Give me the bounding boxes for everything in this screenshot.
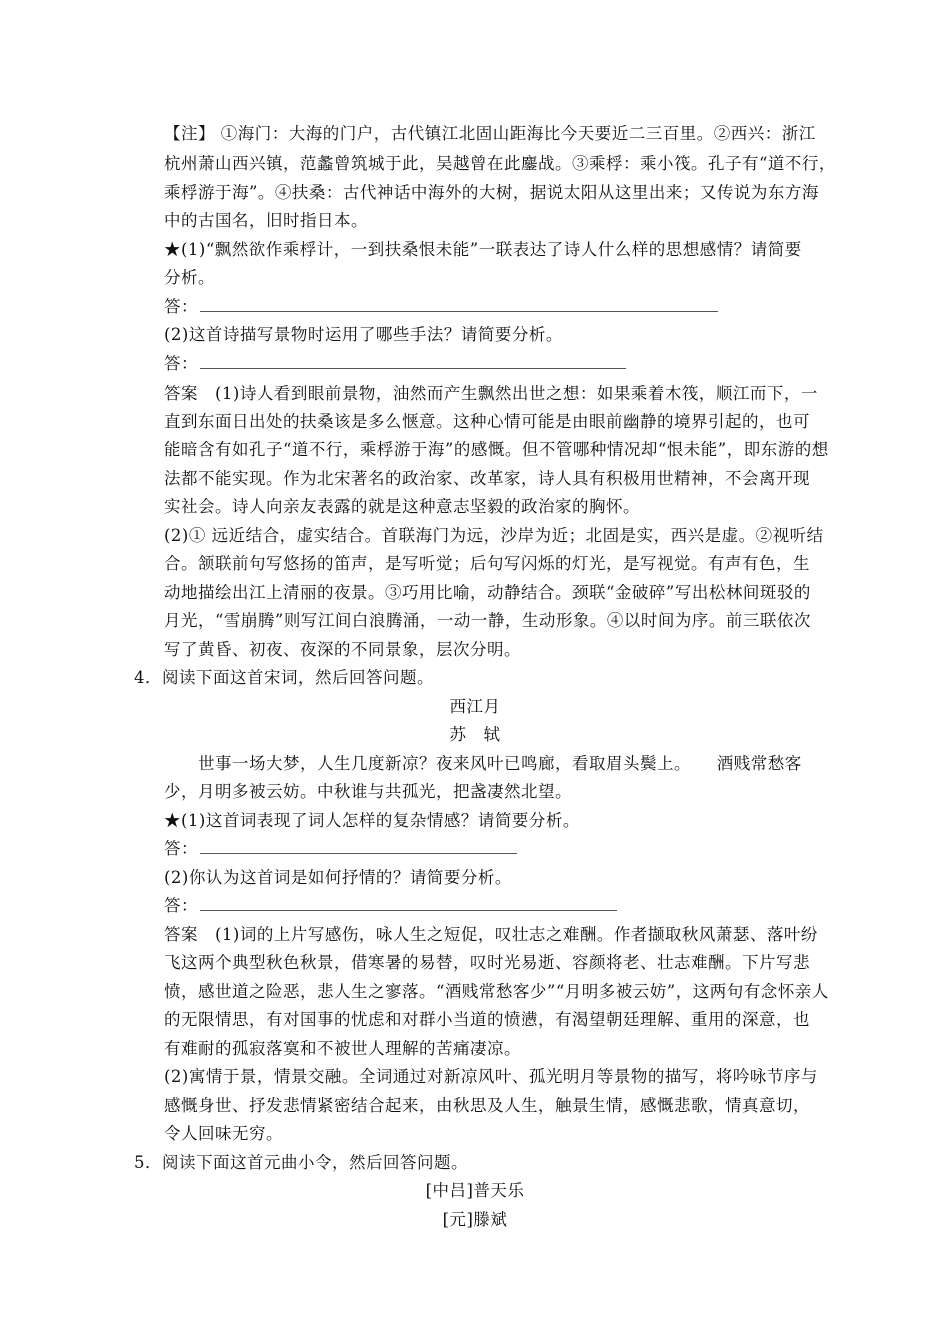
poem-line: 少，月明多被云妨。中秋谁与共孤光，把盏凄然北望。: [164, 782, 572, 801]
answer-text: 写了黄昏、初夜、夜深的不同景象，层次分明。: [164, 640, 521, 659]
poem-title: 西江月: [449, 697, 501, 716]
answer-text: 答案 (1)词的上片写感伤，咏人生之短促，叹壮志之难酬。作者撷取秋风萧瑟、落叶纷: [164, 925, 818, 944]
answer-blank-line[interactable]: [200, 910, 617, 911]
answer-label: 答：: [164, 354, 198, 373]
answer-text: 感慨身世、抒发悲情紧密结合起来，由秋思及人生，触景生情，感慨悲歌，情真意切，: [164, 1096, 810, 1115]
answer-blank-line[interactable]: [200, 311, 718, 312]
answer-text: 愤，感世道之险恶，悲人生之寥落。“酒贱常愁客少”“月明多被云妨”，这两句有念怀亲人: [164, 982, 829, 1001]
question-prompt: 4．阅读下面这首宋词，然后回答问题。: [134, 668, 434, 687]
question-text: (2)你认为这首词是如何抒情的？请简要分析。: [164, 868, 512, 887]
question-text: (2)这首诗描写景物时运用了哪些手法？请简要分析。: [164, 325, 563, 344]
question-text: 分析。: [164, 268, 215, 287]
answer-text: 有难耐的孤寂落寞和不被世人理解的苦痛凄凉。: [164, 1039, 521, 1058]
answer-text: 实社会。诗人向亲友表露的就是这种意志坚毅的政治家的胸怀。: [164, 497, 640, 516]
note-line: 【注】 ①海门：大海的门户，古代镇江北固山距海比今天要近二三百里。②西兴：浙江: [164, 124, 816, 143]
note-line: 杭州萧山西兴镇，范蠡曾筑城于此，吴越曾在此鏖战。③乘桴：乘小筏。孔子有“道不行，: [164, 154, 836, 173]
question-prompt: 5．阅读下面这首元曲小令，然后回答问题。: [134, 1153, 468, 1172]
note-line: 中的古国名，旧时指日本。: [164, 211, 368, 230]
poem-author: 苏 轼: [449, 725, 501, 744]
poem-line: 世事一场大梦，人生几度新凉？夜来风叶已鸣廊，看取眉头鬓上。 酒贱常愁客: [198, 754, 802, 773]
answer-text: 月光，“雪崩腾”则写江间白浪腾涌，一动一静，生动形象。④以时间为序。前三联依次: [164, 611, 811, 630]
answer-blank-line[interactable]: [200, 368, 626, 369]
answer-text: 的无限情思，有对国事的忧虑和对群小当道的愤懑，有渴望朝廷理解、重用的深意，也: [164, 1010, 810, 1029]
question-text: ★(1)“飘然欲作乘桴计，一到扶桑恨未能”一联表达了诗人什么样的思想感情？请简要: [164, 240, 802, 259]
answer-text: 答案 (1)诗人看到眼前景物，油然而产生飘然出世之想：如果乘着木筏，顺江而下，一: [164, 384, 818, 403]
answer-text: (2)寓情于景，情景交融。全词通过对新凉风叶、孤光明月等景物的描写，将吟咏节序与: [164, 1067, 818, 1086]
answer-text: 直到东面日出处的扶桑该是多么惬意。这种心情可能是由眼前幽静的境界引起的，也可: [164, 412, 810, 431]
answer-text: 能暗含有如孔子“道不行，乘桴游于海”的感慨。但不管哪种情况却“恨未能”，即东游的想: [164, 440, 829, 459]
note-line: 乘桴游于海”。④扶桑：古代神话中海外的大树，据说太阳从这里出来；又传说为东方海: [164, 183, 819, 202]
poem-author: [元]滕斌: [442, 1210, 508, 1229]
answer-text: 合。颔联前句写悠扬的笛声，是写听觉；后句写闪烁的灯光，是写视觉。有声有色，生: [164, 554, 810, 573]
answer-text: 动地描绘出江上清丽的夜景。③巧用比喻，动静结合。颈联“金破碎”写出松林间斑驳的: [164, 583, 811, 602]
answer-label: 答：: [164, 297, 198, 316]
poem-title: [中吕]普天乐: [425, 1181, 525, 1200]
answer-text: 法都不能实现。作为北宋著名的政治家、改革家，诗人具有积极用世精神，不会离开现: [164, 469, 810, 488]
answer-label: 答：: [164, 896, 198, 915]
answer-text: 飞这两个典型秋色秋景，借寒暑的易替，叹时光易逝、容颜将老、壮志难酬。下片写悲: [164, 953, 810, 972]
answer-blank-line[interactable]: [200, 853, 517, 854]
answer-label: 答：: [164, 839, 198, 858]
answer-text: 令人回味无穷。: [164, 1124, 283, 1143]
question-text: ★(1)这首词表现了词人怎样的复杂情感？请简要分析。: [164, 811, 580, 830]
answer-text: (2)① 远近结合，虚实结合。首联海门为远，沙岸为近；北固是实，西兴是虚。②视听结: [164, 526, 824, 545]
